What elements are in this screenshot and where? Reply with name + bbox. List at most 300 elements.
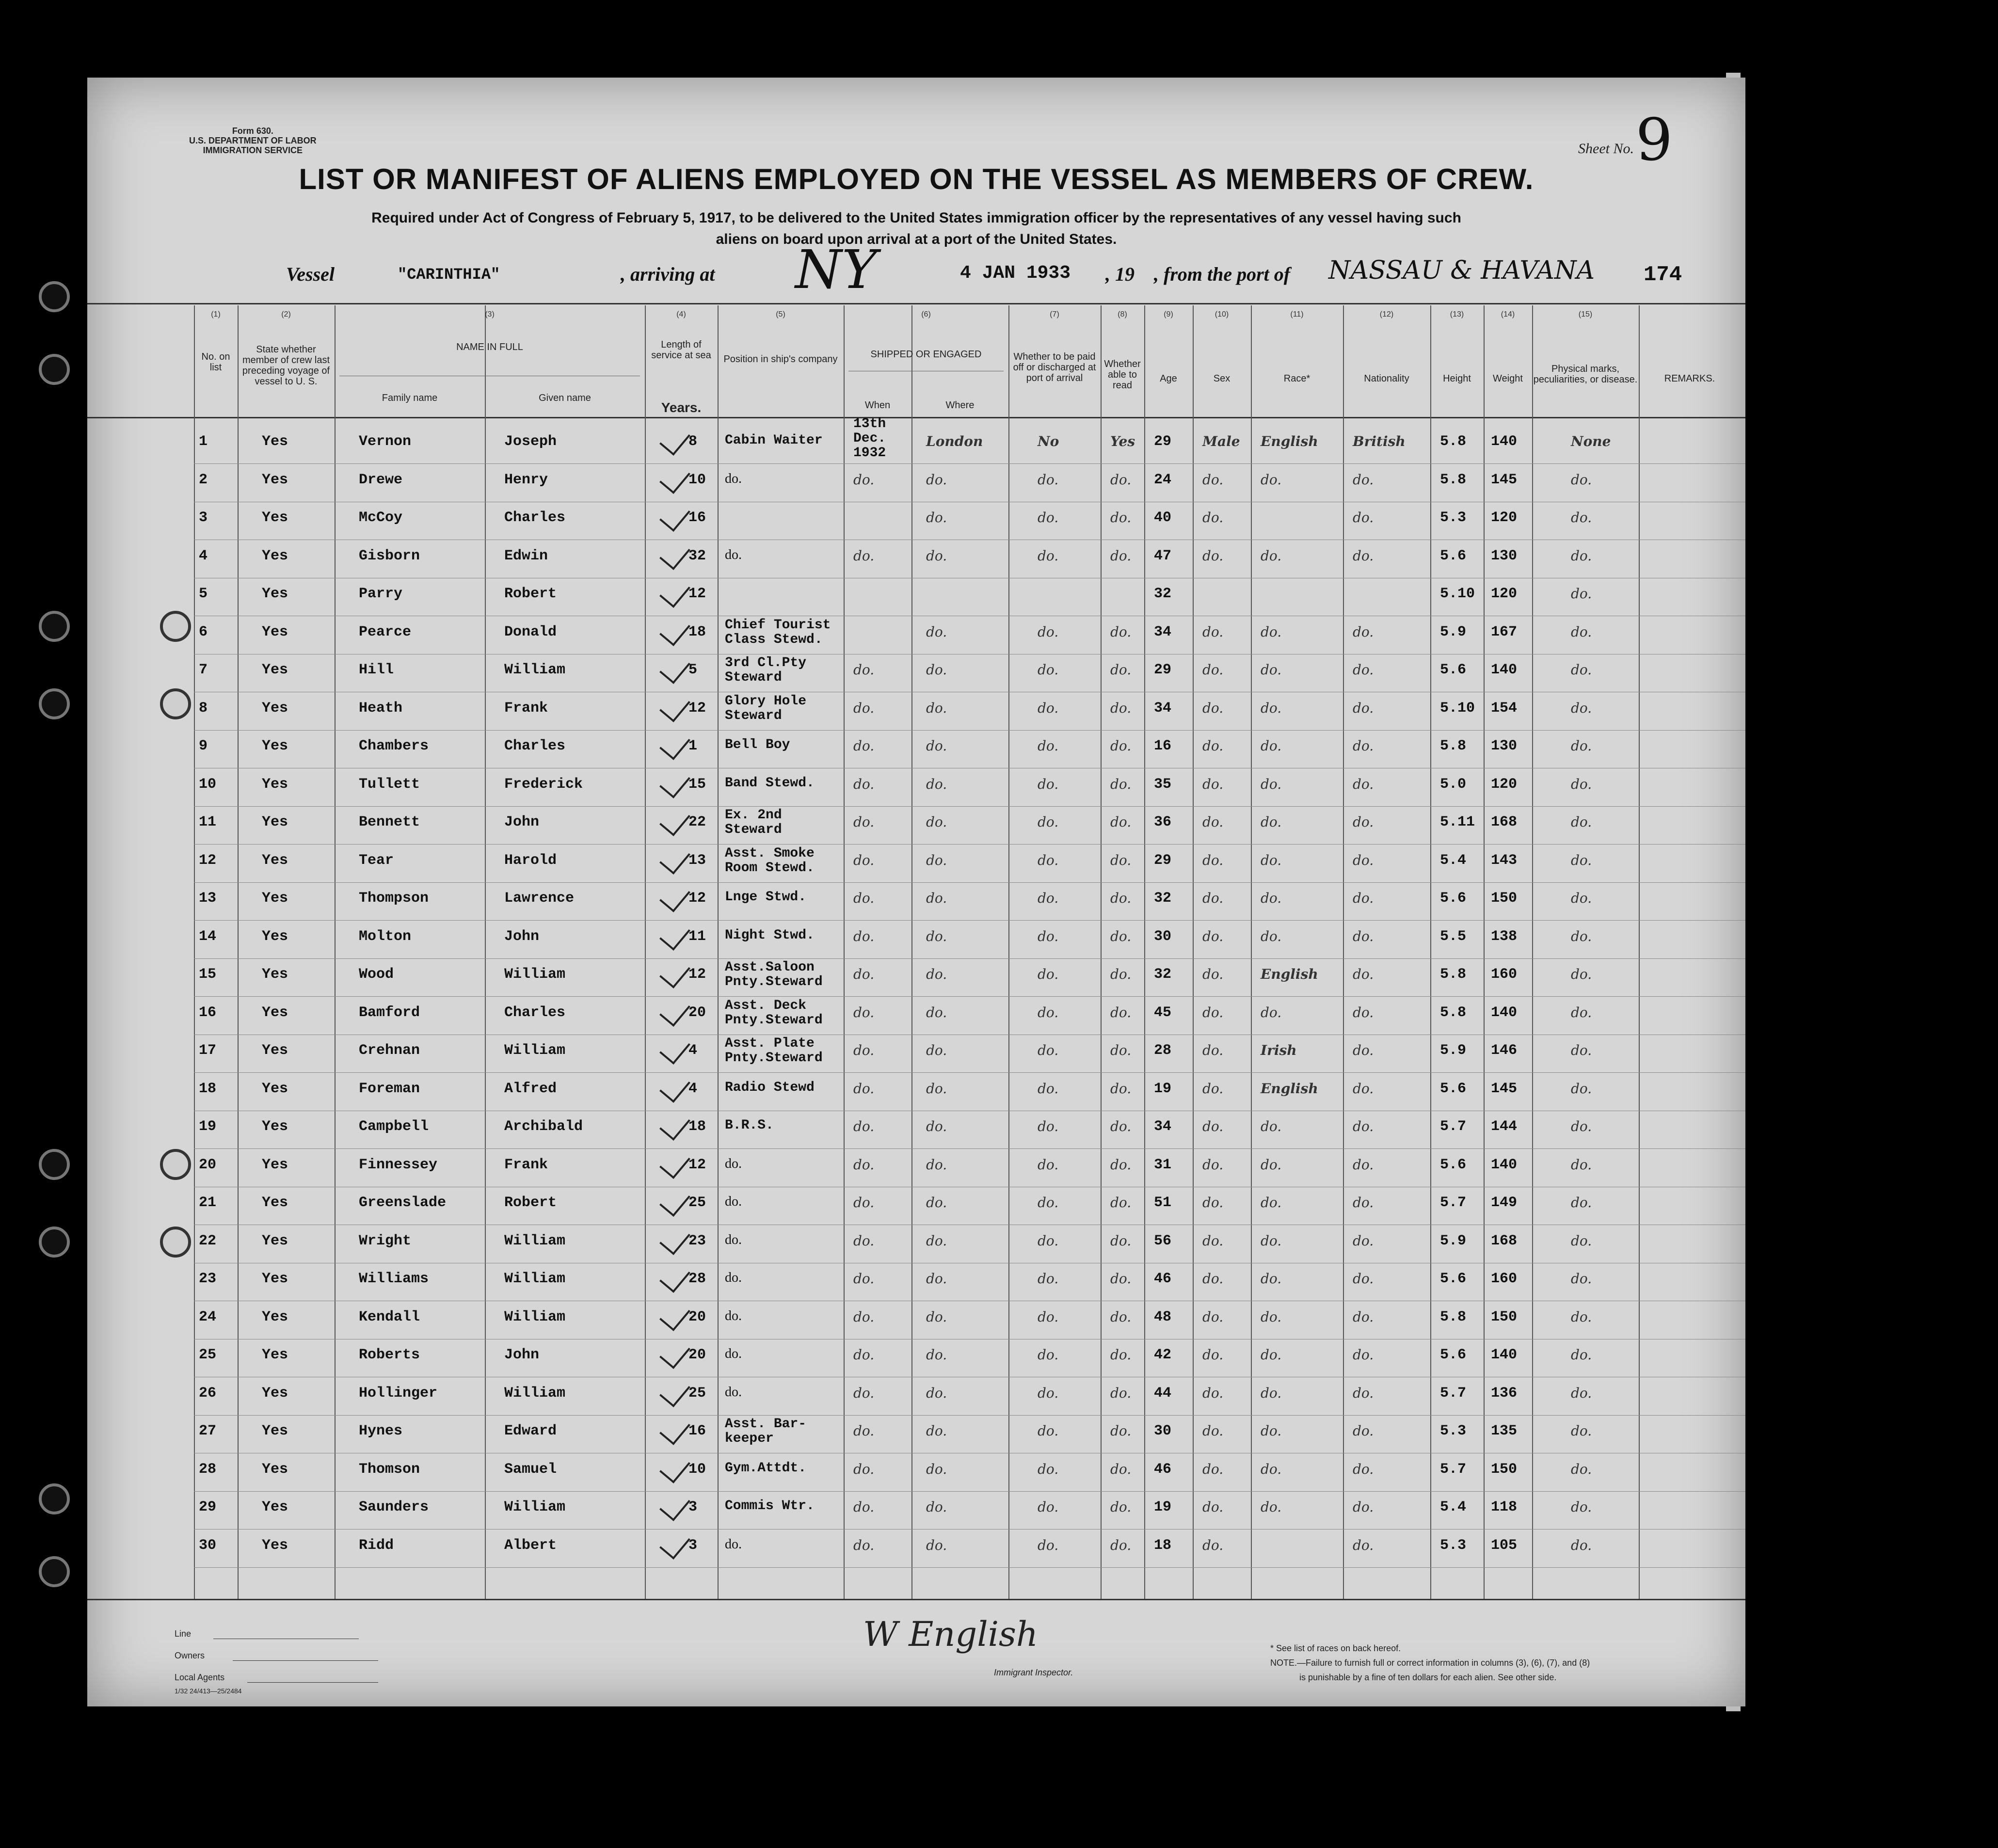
tick-mark bbox=[659, 462, 690, 494]
row-rule bbox=[194, 1491, 1745, 1492]
physical-marks-cell: do. bbox=[1571, 1004, 1592, 1020]
row-rule bbox=[194, 463, 1745, 464]
race-cell: do. bbox=[1261, 662, 1282, 678]
header-years: Years. bbox=[661, 400, 702, 415]
given-name-cell: Frank bbox=[504, 1156, 548, 1173]
nationality-cell: do. bbox=[1353, 1156, 1374, 1173]
tick-mark bbox=[659, 1413, 690, 1445]
row-number: 13 bbox=[199, 890, 217, 907]
shipped-when-cell: do. bbox=[853, 852, 875, 868]
row-rule bbox=[194, 920, 1745, 921]
given-name-cell: John bbox=[504, 1347, 540, 1363]
family-name-cell: Williams bbox=[359, 1271, 429, 1287]
age-cell: 32 bbox=[1154, 586, 1172, 602]
shipped-when-cell: do. bbox=[853, 738, 875, 754]
age-cell: 51 bbox=[1154, 1195, 1172, 1211]
table-row bbox=[87, 769, 1745, 807]
shipped-when-cell: do. bbox=[853, 1308, 875, 1325]
age-cell: 42 bbox=[1154, 1347, 1172, 1363]
race-cell: English bbox=[1261, 433, 1318, 449]
sex-cell: do. bbox=[1202, 928, 1224, 944]
nationality-cell: do. bbox=[1353, 623, 1374, 640]
last-voyage-cell: Yes bbox=[262, 1271, 288, 1287]
shipped-when-cell: do. bbox=[853, 662, 875, 678]
binder-hole bbox=[39, 611, 70, 642]
header-race: Race* bbox=[1283, 373, 1311, 384]
sex-cell: do. bbox=[1202, 1156, 1224, 1173]
table-row bbox=[87, 922, 1745, 959]
row-number: 7 bbox=[199, 662, 208, 678]
shipped-where-cell: do. bbox=[926, 510, 947, 526]
paid-off-cell: do. bbox=[1038, 1232, 1059, 1249]
able-to-read-cell: do. bbox=[1110, 471, 1132, 488]
table-row bbox=[87, 1340, 1745, 1378]
manifest-number: 174 bbox=[1644, 263, 1682, 287]
years-service-cell: 18 bbox=[688, 623, 706, 640]
weight-cell: 120 bbox=[1491, 510, 1518, 526]
header-length-of-service: Length of service at sea bbox=[651, 339, 711, 361]
shipped-where-cell: do. bbox=[926, 1232, 947, 1249]
footer-agents-label: Local Agents bbox=[175, 1673, 225, 1682]
height-cell: 5.6 bbox=[1440, 890, 1467, 907]
footer-print-code: 1/32 24/413—25/2484 bbox=[175, 1687, 242, 1695]
age-cell: 46 bbox=[1154, 1271, 1172, 1287]
shipped-when-cell: do. bbox=[853, 1499, 875, 1515]
table-row bbox=[87, 503, 1745, 541]
row-number: 16 bbox=[199, 1004, 217, 1021]
position-cell: Cabin Waiter bbox=[725, 433, 823, 448]
given-name-cell: William bbox=[504, 1042, 566, 1059]
years-service-cell: 11 bbox=[688, 928, 706, 945]
height-cell: 5.9 bbox=[1440, 623, 1467, 640]
shipped-where-cell: do. bbox=[926, 662, 947, 678]
shipped-where-cell: do. bbox=[926, 1195, 947, 1211]
header-age: Age bbox=[1160, 373, 1177, 384]
able-to-read-cell: do. bbox=[1110, 1271, 1132, 1287]
able-to-read-cell: do. bbox=[1110, 1347, 1132, 1363]
able-to-read-cell: do. bbox=[1110, 1195, 1132, 1211]
height-cell: 5.9 bbox=[1440, 1232, 1467, 1249]
table-row bbox=[87, 807, 1745, 845]
given-name-cell: Charles bbox=[504, 738, 566, 754]
physical-marks-cell: do. bbox=[1571, 1385, 1592, 1401]
given-name-cell: Charles bbox=[504, 1004, 566, 1021]
physical-marks-cell: do. bbox=[1571, 1499, 1592, 1515]
sex-cell: do. bbox=[1202, 1042, 1224, 1058]
sex-cell: do. bbox=[1202, 1499, 1224, 1515]
tick-mark bbox=[659, 880, 690, 912]
physical-marks-cell: do. bbox=[1571, 1308, 1592, 1325]
table-row bbox=[87, 1302, 1745, 1340]
footer-owners-label: Owners bbox=[175, 1651, 205, 1660]
row-number: 22 bbox=[199, 1232, 217, 1249]
table-row bbox=[87, 1454, 1745, 1492]
paid-off-cell: do. bbox=[1038, 510, 1059, 526]
able-to-read-cell: do. bbox=[1110, 1232, 1132, 1249]
race-cell: do. bbox=[1261, 1118, 1282, 1134]
table-row bbox=[87, 1188, 1745, 1226]
shipped-when-cell: do. bbox=[853, 1042, 875, 1058]
column-number: (11) bbox=[1290, 310, 1304, 319]
height-cell: 5.6 bbox=[1440, 1271, 1467, 1287]
nationality-cell: do. bbox=[1353, 738, 1374, 754]
column-number: (2) bbox=[281, 310, 291, 319]
years-service-cell: 10 bbox=[688, 1461, 706, 1478]
years-service-cell: 3 bbox=[688, 1537, 698, 1554]
age-cell: 16 bbox=[1154, 738, 1172, 754]
able-to-read-cell: do. bbox=[1110, 547, 1132, 564]
row-number: 8 bbox=[199, 700, 208, 717]
years-service-cell: 1 bbox=[688, 738, 698, 754]
row-number: 14 bbox=[199, 928, 217, 945]
sex-cell: do. bbox=[1202, 662, 1224, 678]
family-name-cell: Vernon bbox=[359, 433, 412, 450]
given-name-cell: Frederick bbox=[504, 776, 583, 793]
column-number: (7) bbox=[1050, 310, 1059, 319]
nationality-cell: do. bbox=[1353, 662, 1374, 678]
family-name-cell: Molton bbox=[359, 928, 412, 945]
physical-marks-cell: do. bbox=[1571, 738, 1592, 754]
nationality-cell: do. bbox=[1353, 1347, 1374, 1363]
tick-mark bbox=[659, 690, 690, 722]
paid-off-cell: do. bbox=[1038, 1347, 1059, 1363]
row-number: 10 bbox=[199, 776, 217, 793]
tick-mark bbox=[659, 1033, 690, 1065]
paid-off-cell: do. bbox=[1038, 547, 1059, 564]
column-number: (6) bbox=[921, 310, 931, 319]
given-name-cell: John bbox=[504, 928, 540, 945]
given-name-cell: William bbox=[504, 1308, 566, 1325]
shipped-when-cell: do. bbox=[853, 1195, 875, 1211]
binder-hole bbox=[39, 281, 70, 312]
service-name: IMMIGRATION SERVICE bbox=[203, 145, 303, 155]
able-to-read-cell: do. bbox=[1110, 1080, 1132, 1097]
weight-cell: 118 bbox=[1491, 1499, 1518, 1515]
family-name-cell: Crehnan bbox=[359, 1042, 420, 1059]
tick-mark bbox=[659, 919, 690, 951]
shipped-where-cell: do. bbox=[926, 1537, 947, 1553]
nationality-cell: do. bbox=[1353, 1537, 1374, 1553]
sex-cell: do. bbox=[1202, 1080, 1224, 1097]
age-cell: 56 bbox=[1154, 1232, 1172, 1249]
years-service-cell: 25 bbox=[688, 1195, 706, 1211]
row-number: 9 bbox=[199, 738, 208, 754]
last-voyage-cell: Yes bbox=[262, 738, 288, 754]
able-to-read-cell: do. bbox=[1110, 700, 1132, 716]
height-cell: 5.6 bbox=[1440, 1080, 1467, 1097]
able-to-read-cell: do. bbox=[1110, 662, 1132, 678]
height-cell: 5.8 bbox=[1440, 471, 1467, 488]
binder-hole bbox=[39, 688, 70, 719]
race-cell: do. bbox=[1261, 928, 1282, 944]
weight-cell: 140 bbox=[1491, 1156, 1518, 1173]
physical-marks-cell: do. bbox=[1571, 852, 1592, 868]
family-name-cell: Chambers bbox=[359, 738, 429, 754]
years-service-cell: 4 bbox=[688, 1042, 698, 1059]
last-voyage-cell: Yes bbox=[262, 662, 288, 678]
physical-marks-cell: do. bbox=[1571, 662, 1592, 678]
family-name-cell: Wright bbox=[359, 1232, 412, 1249]
able-to-read-cell: do. bbox=[1110, 966, 1132, 982]
shipped-where-cell: do. bbox=[926, 1156, 947, 1173]
age-cell: 45 bbox=[1154, 1004, 1172, 1021]
shipped-when-cell: do. bbox=[853, 890, 875, 906]
height-cell: 5.8 bbox=[1440, 1308, 1467, 1325]
tick-mark bbox=[659, 652, 690, 684]
position-cell: do. bbox=[725, 1384, 742, 1400]
position-cell: Asst.Saloon Pnty.Steward bbox=[725, 960, 823, 989]
race-cell: Irish bbox=[1261, 1042, 1297, 1058]
years-service-cell: 20 bbox=[688, 1308, 706, 1325]
row-number: 1 bbox=[199, 433, 208, 450]
family-name-cell: Hynes bbox=[359, 1423, 403, 1439]
paid-off-cell: do. bbox=[1038, 1499, 1059, 1515]
sex-cell: do. bbox=[1202, 966, 1224, 982]
tick-mark bbox=[659, 538, 690, 570]
nationality-cell: do. bbox=[1353, 1385, 1374, 1401]
weight-cell: 145 bbox=[1491, 471, 1518, 488]
age-cell: 36 bbox=[1154, 814, 1172, 830]
family-name-cell: Thomson bbox=[359, 1461, 420, 1478]
physical-marks-cell: do. bbox=[1571, 1347, 1592, 1363]
able-to-read-cell: do. bbox=[1110, 890, 1132, 906]
years-service-cell: 22 bbox=[688, 814, 706, 830]
inspector-signature: W English bbox=[863, 1614, 1038, 1654]
years-service-cell: 8 bbox=[688, 433, 698, 450]
paid-off-cell: do. bbox=[1038, 1308, 1059, 1325]
given-name-cell: Frank bbox=[504, 700, 548, 717]
sex-cell: do. bbox=[1202, 1118, 1224, 1134]
shipped-where-cell: do. bbox=[926, 547, 947, 564]
nationality-cell: do. bbox=[1353, 852, 1374, 868]
nationality-cell: do. bbox=[1353, 776, 1374, 792]
shipped-where-cell: do. bbox=[926, 1042, 947, 1058]
last-voyage-cell: Yes bbox=[262, 1042, 288, 1059]
paid-off-cell: do. bbox=[1038, 1118, 1059, 1134]
age-cell: 29 bbox=[1154, 852, 1172, 869]
shipped-where-cell: do. bbox=[926, 776, 947, 792]
nationality-cell: do. bbox=[1353, 890, 1374, 906]
header-given-name: Given name bbox=[539, 393, 591, 403]
last-voyage-cell: Yes bbox=[262, 1347, 288, 1363]
paid-off-cell: do. bbox=[1038, 814, 1059, 830]
given-name-cell: Edwin bbox=[504, 547, 548, 564]
shipped-when-cell: do. bbox=[853, 1537, 875, 1553]
tick-mark bbox=[659, 500, 690, 532]
physical-marks-cell: do. bbox=[1571, 1042, 1592, 1058]
paid-off-cell: do. bbox=[1038, 1042, 1059, 1058]
able-to-read-cell: do. bbox=[1110, 1385, 1132, 1401]
nationality-cell: do. bbox=[1353, 1042, 1374, 1058]
row-number: 15 bbox=[199, 966, 217, 983]
shipped-where-cell: do. bbox=[926, 1423, 947, 1439]
shipped-where-cell: do. bbox=[926, 1118, 947, 1134]
department-name: U.S. DEPARTMENT OF LABOR bbox=[189, 136, 317, 145]
family-name-cell: Drewe bbox=[359, 471, 403, 488]
table-row bbox=[87, 1416, 1745, 1454]
sex-cell: do. bbox=[1202, 510, 1224, 526]
nationality-cell: do. bbox=[1353, 1118, 1374, 1134]
shipped-where-cell: do. bbox=[926, 1461, 947, 1477]
table-row bbox=[87, 693, 1745, 731]
given-name-cell: William bbox=[504, 1232, 566, 1249]
paid-off-cell: do. bbox=[1038, 1461, 1059, 1477]
table-row bbox=[87, 1530, 1745, 1568]
arriving-label: , arriving at bbox=[621, 263, 715, 285]
position-cell: do. bbox=[725, 471, 742, 486]
shipped-where-cell: do. bbox=[926, 890, 947, 906]
family-name-cell: Saunders bbox=[359, 1499, 429, 1515]
table-top-rule bbox=[87, 303, 1745, 304]
last-voyage-cell: Yes bbox=[262, 433, 288, 450]
table-row bbox=[87, 1036, 1745, 1073]
age-cell: 47 bbox=[1154, 547, 1172, 564]
family-name-cell: Thompson bbox=[359, 890, 429, 907]
physical-marks-cell: do. bbox=[1571, 471, 1592, 488]
physical-marks-cell: do. bbox=[1571, 966, 1592, 982]
race-cell: do. bbox=[1261, 852, 1282, 868]
last-voyage-cell: Yes bbox=[262, 1195, 288, 1211]
given-name-cell: Henry bbox=[504, 471, 548, 488]
header-no-on-list: No. on list bbox=[201, 351, 230, 373]
vessel-name: "CARINTHIA" bbox=[398, 266, 500, 284]
binder-hole bbox=[39, 1556, 70, 1587]
nationality-cell: do. bbox=[1353, 966, 1374, 982]
table-row bbox=[87, 416, 1745, 464]
given-name-cell: John bbox=[504, 814, 540, 830]
sex-cell: do. bbox=[1202, 623, 1224, 640]
column-number: (4) bbox=[676, 310, 686, 319]
height-cell: 5.8 bbox=[1440, 966, 1467, 983]
family-name-cell: Foreman bbox=[359, 1080, 420, 1097]
footer-line-label: Line bbox=[175, 1629, 192, 1639]
last-voyage-cell: Yes bbox=[262, 1156, 288, 1173]
sex-cell: do. bbox=[1202, 1195, 1224, 1211]
years-service-cell: 12 bbox=[688, 890, 706, 907]
header-shipped-engaged: SHIPPED OR ENGAGED bbox=[870, 349, 982, 360]
table-row bbox=[87, 579, 1745, 617]
sex-cell: do. bbox=[1202, 776, 1224, 792]
sex-cell: do. bbox=[1202, 1271, 1224, 1287]
tick-mark bbox=[659, 1185, 690, 1217]
header-height: Height bbox=[1443, 373, 1471, 384]
physical-marks-cell: do. bbox=[1571, 1461, 1592, 1477]
shipped-when-cell: do. bbox=[853, 547, 875, 564]
row-rule bbox=[194, 882, 1745, 883]
height-cell: 5.10 bbox=[1440, 586, 1475, 602]
tick-mark bbox=[659, 766, 690, 798]
age-cell: 19 bbox=[1154, 1499, 1172, 1515]
sex-cell: do. bbox=[1202, 814, 1224, 830]
able-to-read-cell: do. bbox=[1110, 1118, 1132, 1134]
weight-cell: 167 bbox=[1491, 623, 1518, 640]
row-number: 19 bbox=[199, 1118, 217, 1135]
weight-cell: 168 bbox=[1491, 1232, 1518, 1249]
last-voyage-cell: Yes bbox=[262, 700, 288, 717]
paid-off-cell: No bbox=[1038, 433, 1059, 449]
able-to-read-cell: do. bbox=[1110, 928, 1132, 944]
position-cell: Asst. Bar-keeper bbox=[725, 1417, 807, 1446]
header-weight: Weight bbox=[1493, 373, 1523, 384]
weight-cell: 130 bbox=[1491, 547, 1518, 564]
header-nationality: Nationality bbox=[1364, 373, 1409, 384]
age-cell: 48 bbox=[1154, 1308, 1172, 1325]
row-rule bbox=[194, 1148, 1745, 1149]
tick-mark bbox=[659, 1071, 690, 1103]
last-voyage-cell: Yes bbox=[262, 586, 288, 602]
able-to-read-cell: do. bbox=[1110, 510, 1132, 526]
height-cell: 5.8 bbox=[1440, 1004, 1467, 1021]
weight-cell: 135 bbox=[1491, 1423, 1518, 1439]
shipped-when-cell: do. bbox=[853, 1232, 875, 1249]
sex-cell: do. bbox=[1202, 1537, 1224, 1553]
sex-cell: do. bbox=[1202, 1347, 1224, 1363]
physical-marks-cell: do. bbox=[1571, 1156, 1592, 1173]
age-cell: 40 bbox=[1154, 510, 1172, 526]
tick-mark bbox=[659, 424, 690, 456]
shipped-where-cell: do. bbox=[926, 814, 947, 830]
paid-off-cell: do. bbox=[1038, 1271, 1059, 1287]
table-row bbox=[87, 959, 1745, 997]
given-name-cell: Samuel bbox=[504, 1461, 557, 1478]
position-cell: Asst. Smoke Room Stewd. bbox=[725, 845, 815, 876]
height-cell: 5.6 bbox=[1440, 547, 1467, 564]
weight-cell: 160 bbox=[1491, 1271, 1518, 1287]
race-cell: do. bbox=[1261, 890, 1282, 906]
row-rule bbox=[194, 958, 1745, 959]
table-row bbox=[87, 1492, 1745, 1530]
row-number: 20 bbox=[199, 1156, 217, 1173]
able-to-read-cell: do. bbox=[1110, 1423, 1132, 1439]
sheet-number: 9 bbox=[1635, 107, 1673, 174]
tick-mark bbox=[659, 1109, 690, 1141]
weight-cell: 140 bbox=[1491, 1004, 1518, 1021]
nationality-cell: do. bbox=[1353, 928, 1374, 944]
family-name-cell: Wood bbox=[359, 966, 394, 983]
tick-mark bbox=[659, 1489, 690, 1521]
weight-cell: 120 bbox=[1491, 776, 1518, 793]
shipped-where-cell: do. bbox=[926, 966, 947, 982]
column-number: (12) bbox=[1379, 310, 1394, 319]
age-cell: 29 bbox=[1154, 433, 1172, 450]
race-cell: do. bbox=[1261, 1423, 1282, 1439]
header-bottom-rule bbox=[87, 417, 1745, 418]
row-number: 26 bbox=[199, 1385, 217, 1402]
height-cell: 5.7 bbox=[1440, 1385, 1467, 1402]
shipped-where-cell: do. bbox=[926, 1308, 947, 1325]
years-service-cell: 18 bbox=[688, 1118, 706, 1135]
column-number: (8) bbox=[1118, 310, 1127, 319]
given-name-cell: Donald bbox=[504, 623, 557, 640]
column-number: (14) bbox=[1501, 310, 1515, 319]
years-service-cell: 16 bbox=[688, 510, 706, 526]
sex-cell: Male bbox=[1202, 433, 1240, 449]
position-cell: Asst. Deck Pnty.Steward bbox=[725, 998, 823, 1028]
paid-off-cell: do. bbox=[1038, 700, 1059, 716]
paid-off-cell: do. bbox=[1038, 890, 1059, 906]
height-cell: 5.5 bbox=[1440, 928, 1467, 945]
family-name-cell: Campbell bbox=[359, 1118, 429, 1135]
family-name-cell: Finnessey bbox=[359, 1156, 438, 1173]
table-row bbox=[87, 1150, 1745, 1188]
tick-mark bbox=[659, 1223, 690, 1255]
physical-marks-cell: do. bbox=[1571, 1118, 1592, 1134]
race-cell: do. bbox=[1261, 776, 1282, 792]
age-cell: 34 bbox=[1154, 1118, 1172, 1135]
race-cell: English bbox=[1261, 1080, 1318, 1097]
arriving-port: NY bbox=[795, 239, 877, 301]
nationality-cell: do. bbox=[1353, 1423, 1374, 1439]
